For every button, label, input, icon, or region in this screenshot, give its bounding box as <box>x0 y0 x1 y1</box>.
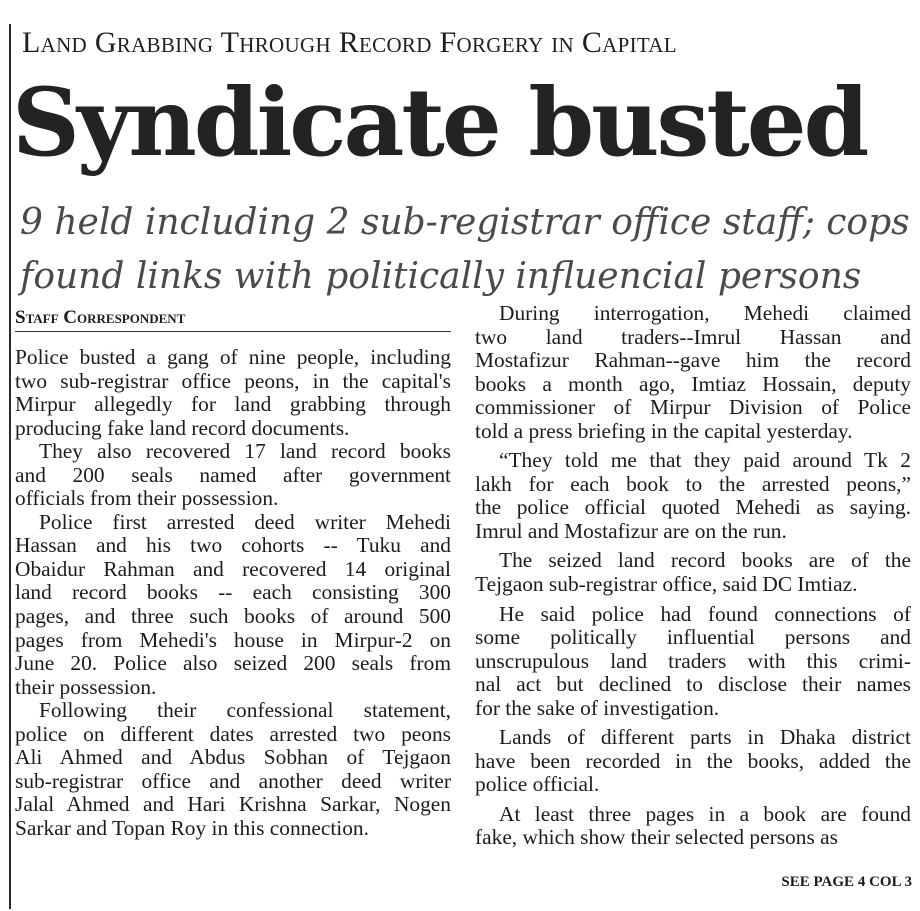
article-paragraph <box>475 803 911 850</box>
article-column-right <box>475 302 911 850</box>
article-paragraph <box>15 440 451 511</box>
paragraph-line: They also recovered 17 land record books <box>39 439 451 464</box>
deck-line-1: 9 held including 2 sub-registrar office staff; cops <box>20 202 910 243</box>
paragraph-line: fake, which show their selected persons as <box>475 825 838 850</box>
main-headline: Syndicate busted <box>12 68 867 178</box>
paragraph-line: commissioner of Mirpur Division of Police <box>475 395 911 420</box>
article-paragraph <box>475 302 911 443</box>
paragraph-line: Police first arrested deed writer Mehedi <box>39 509 451 534</box>
right-column-body <box>475 302 911 850</box>
paragraph-line: sub-registrar office and another deed writer <box>15 768 451 793</box>
paragraph-line: pages, and three such books of around 500 <box>15 604 451 629</box>
article-paragraph <box>475 549 911 596</box>
paragraph-line: June 20. Police also seized 200 seals from <box>15 651 451 676</box>
article-paragraph <box>475 603 911 721</box>
paragraph-line: Ali Ahmed and Abdus Sobhan of Tejgaon <box>15 745 451 770</box>
paragraph-line: the police official quoted Mehedi as saying. <box>475 495 911 520</box>
article-paragraph <box>475 726 911 797</box>
paragraph-line: police on different dates arrested two peons <box>15 721 451 746</box>
article-paragraph <box>475 449 911 543</box>
paragraph-line: lakh for each book to the arrested peons,” <box>475 471 911 496</box>
paragraph-line: Police busted a gang of nine people, including <box>15 345 451 369</box>
paragraph-line: and 200 seals named after government <box>15 462 451 487</box>
paragraph-line: Lands of different parts in Dhaka district <box>499 725 911 750</box>
paragraph-line: nal act but declined to disclose their names <box>475 672 911 697</box>
paragraph-line: police official. <box>475 772 600 797</box>
paragraph-line: have been recorded in the books, added the <box>475 748 911 773</box>
paragraph-line: Mostafizur Rahman--gave him the record <box>475 348 911 373</box>
paragraph-line: Imrul and Mostafizur are on the run. <box>475 518 787 543</box>
article-paragraph <box>15 511 451 699</box>
deck-subheadline <box>20 196 912 304</box>
paragraph-line: During interrogation, Mehedi claimed <box>499 301 911 325</box>
byline: Staff Correspondent <box>15 305 451 332</box>
paragraph-line: producing fake land record documents. <box>15 415 350 440</box>
paragraph-line: Tejgaon sub-registrar office, said DC Imtiaz. <box>475 572 858 597</box>
paragraph-line: “They told me that they paid around Tk 2 <box>499 448 911 473</box>
article-paragraph <box>15 346 451 440</box>
paragraph-line: At least three pages in a book are found <box>499 801 911 826</box>
kicker-headline: Land Grabbing Through Record Forgery in Capital <box>22 26 677 59</box>
paragraph-line: two land traders--Imrul Hassan and <box>475 324 911 349</box>
paragraph-line: The seized land record books are of the <box>499 548 911 573</box>
paragraph-line: some politically influential persons and <box>475 625 911 650</box>
paragraph-line: officials from their possession. <box>15 486 279 511</box>
left-column-body <box>15 346 451 840</box>
paragraph-line: Obaidur Rahman and recovered 14 original <box>15 556 451 581</box>
paragraph-line: Jalal Ahmed and Hari Krishna Sarkar, Nogen <box>15 792 451 817</box>
paragraph-line: Following their confessional statement, <box>39 698 451 723</box>
paragraph-line: their possession. <box>15 674 157 699</box>
paragraph-line: land record books -- each consisting 300 <box>15 580 451 605</box>
paragraph-line: unscrupulous land traders with this crimi- <box>475 648 911 673</box>
jump-line: SEE PAGE 4 COL 3 <box>781 874 912 890</box>
article-paragraph <box>15 699 451 840</box>
paragraph-line: told a press briefing in the capital yesterday. <box>475 418 853 443</box>
paragraph-line: He said police had found connections of <box>499 601 911 626</box>
left-column-rule <box>9 24 11 909</box>
paragraph-line: books a month ago, Imtiaz Hossain, deputy <box>475 371 911 396</box>
deck-line-2: found links with politically influencial persons <box>20 256 862 297</box>
paragraph-line: Sarkar and Topan Roy in this connection. <box>15 815 369 840</box>
paragraph-line: for the sake of investigation. <box>475 695 720 720</box>
paragraph-line: pages from Mehedi's house in Mirpur-2 on <box>15 627 451 652</box>
article-column-left <box>15 305 451 840</box>
paragraph-line: two sub-registrar office peons, in the capital's <box>15 368 451 393</box>
paragraph-line: Mirpur allegedly for land grabbing through <box>15 392 451 417</box>
paragraph-line: Hassan and his two cohorts -- Tuku and <box>15 533 451 558</box>
